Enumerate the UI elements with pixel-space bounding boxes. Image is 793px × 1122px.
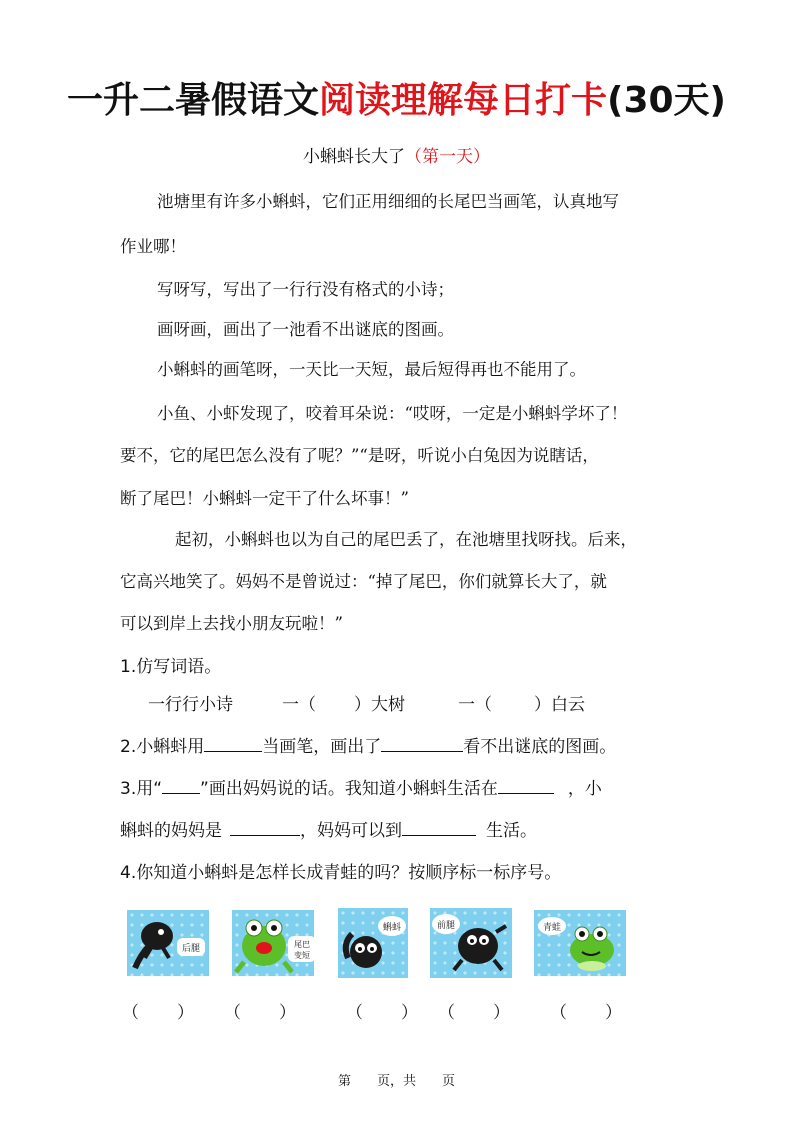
q3-blank-habitat[interactable] — [498, 777, 554, 794]
q3-pre: 3.用“ — [120, 779, 163, 799]
passage-line-9: 起初，小蝌蚪也以为自己的尾巴丢了，在池塘里找呀找。后来， — [175, 530, 637, 549]
answer-slot-1[interactable]: （ ） — [122, 1003, 194, 1023]
passage-line-11: 可以到岸上去找小朋友玩啦！” — [120, 614, 343, 633]
picture-tadpole-front-legs — [430, 908, 512, 978]
tadpole-front-legs-icon — [430, 908, 512, 978]
title-red-part: 阅读理解每日打卡 — [318, 80, 607, 121]
tadpole-icon — [338, 908, 408, 978]
item-2-open: 一（ — [458, 695, 492, 715]
title-suffix: (30天) — [607, 80, 727, 121]
short-tail-label-line-1: 尾巴 — [294, 940, 310, 949]
passage-line-7: 要不，它的尾巴怎么没有了呢？”“是呀，听说小白兔因为说瞎话， — [120, 446, 599, 465]
title-black-part: 一升二暑假语文 — [66, 80, 319, 121]
passage-title-day: （第一天） — [405, 147, 490, 167]
passage-title-main: 小蝌蚪长大了 — [303, 147, 405, 167]
answer-slot-2[interactable]: （ ） — [224, 1003, 296, 1023]
q2-blank-2[interactable] — [381, 735, 463, 752]
question-1-example: 一行行小诗 — [148, 695, 233, 715]
question-3-line-1 — [120, 774, 602, 799]
question-4-label: 4.你知道小蝌蚪是怎样长成青蛙的吗？按顺序标一标序号。 — [120, 863, 562, 883]
picture-frog-short-tail — [232, 910, 314, 976]
question-2 — [120, 732, 616, 757]
passage-title — [0, 142, 793, 167]
q3-quote-blank[interactable] — [162, 777, 200, 794]
tadpole-back-legs-icon — [127, 910, 209, 976]
q3-blank-place[interactable] — [402, 819, 476, 836]
picture-tadpole — [338, 908, 408, 978]
back-legs-label: 后腿 — [181, 944, 201, 954]
frog-short-tail-icon — [232, 910, 314, 976]
passage-line-6: 小鱼、小虾发现了，咬着耳朵说：“哎呀，一定是小蝌蚪学坏了！ — [157, 404, 628, 423]
tadpole-label: 蝌蚪 — [382, 923, 402, 933]
picture-frog — [534, 910, 626, 976]
short-tail-label-line-2: 变短 — [294, 951, 310, 960]
passage-line-3: 写呀写，写出了一行行没有格式的小诗； — [157, 280, 454, 299]
q3-blank-mother[interactable] — [230, 819, 300, 836]
q3-line2-mid: ，妈妈可以到 — [300, 821, 402, 841]
question-1-item-1 — [282, 690, 405, 715]
answer-slot-5[interactable]: （ ） — [550, 1003, 622, 1023]
q2-blank-1[interactable] — [204, 735, 262, 752]
q2-post: 看不出谜底的图画。 — [463, 737, 617, 757]
item-2-close: ）白云 — [534, 695, 585, 715]
picture-tadpole-back-legs — [127, 910, 209, 976]
passage-line-5: 小蝌蚪的画笔呀，一天比一天短，最后短得再也不能用了。 — [157, 360, 586, 379]
page-footer: 第 页，共 页 — [337, 1074, 455, 1089]
q3-line2-post: 生活。 — [486, 821, 537, 841]
q3-post: ，小 — [567, 779, 602, 799]
q3-mid: ”画出妈妈说的话。我知道小蝌蚪生活在 — [200, 779, 498, 799]
passage-line-2: 作业哪！ — [120, 237, 186, 256]
answer-slot-3[interactable]: （ ） — [346, 1003, 418, 1023]
frog-icon — [534, 910, 626, 976]
page-title — [0, 72, 793, 123]
answer-slot-4[interactable]: （ ） — [438, 1003, 510, 1023]
item-1-open: 一（ — [282, 695, 316, 715]
q2-pre: 2.小蝌蚪用 — [120, 737, 205, 757]
question-3-line-2 — [120, 816, 537, 841]
q2-mid: 当画笔，画出了 — [262, 737, 382, 757]
front-legs-label: 前腿 — [436, 921, 456, 931]
passage-line-1: 池塘里有许多小蝌蚪，它们正用细细的长尾巴当画笔，认真地写 — [157, 192, 619, 211]
question-1-label: 1.仿写词语。 — [120, 657, 222, 677]
passage-line-8: 断了尾巴！小蝌蚪一定干了什么坏事！” — [120, 489, 409, 508]
item-1-close: ）大树 — [354, 695, 405, 715]
question-1-item-2 — [458, 690, 585, 715]
passage-line-10: 它高兴地笑了。妈妈不是曾说过：“掉了尾巴，你们就算长大了，就 — [120, 572, 607, 591]
frog-label: 青蛙 — [542, 923, 562, 933]
q3-line2-pre: 蝌蚪的妈妈是 — [120, 821, 222, 841]
passage-line-4: 画呀画，画出了一池看不出谜底的图画。 — [157, 320, 454, 339]
